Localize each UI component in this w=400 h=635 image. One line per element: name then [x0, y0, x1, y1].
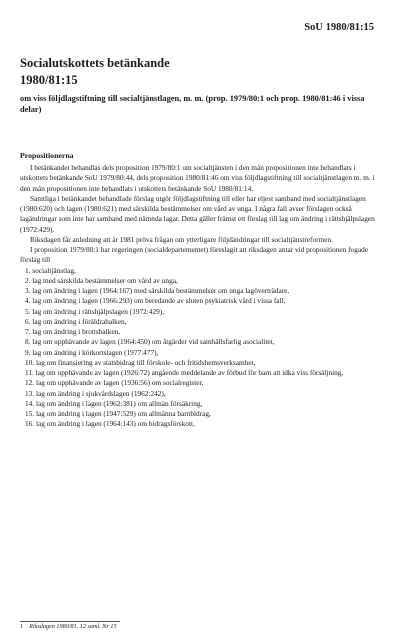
list-item: 15. lag om ändring i lagen (1947:529) om allmänna barnbidrag,: [25, 409, 211, 418]
list-item: 12. lag om upphävande av lagen (1936:56) om socialregister,: [25, 378, 204, 388]
list-item: 16. lag om ändring i lagen (1964:143) om bidragsförskott,: [25, 419, 195, 429]
list-item: 2. lag med särskilda bestämmelser om vård av unga,: [25, 275, 178, 285]
document-reference: SoU 1980/81:15: [304, 22, 374, 33]
document-title: [20, 55, 380, 89]
list-item: 4. lag om ändring i lagen (1966:293) om beredande av sluten psykiatrisk vård i vissa fall,: [25, 296, 286, 306]
footer-text: Riksdagen 1980/81. 12 saml. Nr 15: [29, 623, 117, 630]
list-item: 5. lag om ändring i rättshjälpslagen (1972:429),: [25, 306, 165, 316]
paragraph: Samtliga i betänkandet behandlade förslag utgör följdlagstiftning till eller har eljest samband med socialtjänstlagen (1980:620) och lagen (1980:621) med särskilda bestämmelser om vård av unga. I några fall avser förslagen också lagändringar som inte har samband med nämnda lagar. Detta gäller främst ett förslag till lag om ändring i rättshjälpslagen (1972:429).: [20, 193, 375, 234]
title-line-2: 1980/81:15: [20, 73, 78, 87]
paragraph: I proposition 1979/80:1 har regeringen (socialdepartementet) föreslagit att riksdagen antar vid propositionen fogade förslag till: [20, 245, 368, 265]
list-item: 6. lag om ändring i föräldrabalken,: [25, 316, 127, 326]
list-item: 3. lag om ändring i lagen (1964:167) med särskilda bestämmelser om unga lagöverträdare,: [25, 286, 290, 295]
list-item: 1. socialtjänstlag,: [25, 265, 76, 275]
footer-number: 1: [20, 623, 24, 630]
footer-divider: [20, 621, 120, 622]
list-item: 13. lag om ändring i sjukvårdslagen (1962:242),: [25, 388, 166, 398]
proposal-list: [20, 266, 378, 430]
body-text: [20, 163, 378, 430]
list-item: 11. lag om upphävande av lagen (1926:72) angående meddelande av förbud för barn att idka viss försäljning,: [25, 368, 344, 377]
document-subtitle: om viss följdlagstiftning till socialtjänstlagen, m. m. (prop. 1979/80:1 och prop. 1980/81:46 i vissa delar): [20, 94, 365, 114]
section-heading: Propositionerna: [20, 151, 74, 160]
list-item: 10. lag om finansiering av statsbidrag till förskole- och fritidshemsverksamhet,: [25, 357, 256, 367]
list-item: 9. lag om ändring i körkortslagen (1977:477),: [25, 347, 159, 357]
footer-note: [20, 623, 117, 630]
paragraph: Riksdagen får anledning att år 1981 pröva frågan om ytterligare följdändringar till socialtjänstreformen.: [30, 234, 333, 244]
title-line-1: Socialutskottets betänkande: [20, 56, 170, 70]
paragraph: I betänkandet behandlas dels proposition 1979/80:1 om socialtjänsten i den mån propositionen inte behandlats i utskottets betänkande SoU 1979/80:44, dels proposition 1980/81:46 om viss följdlagstiftning till socialtjänstlagen m. m. i den mån propositionen inte behandlats i utskottets betänkande SoU 1980/81:14.: [20, 163, 375, 193]
list-item: 8. lag om upphävande av lagen (1964:450) om åtgärder vid samhällsfarlig asocialitet,: [25, 337, 275, 347]
list-item: 14. lag om ändring i lagen (1962:381) om allmän försäkring,: [25, 398, 203, 408]
list-item: 7. lag om ändring i brottsbalken,: [25, 327, 121, 336]
